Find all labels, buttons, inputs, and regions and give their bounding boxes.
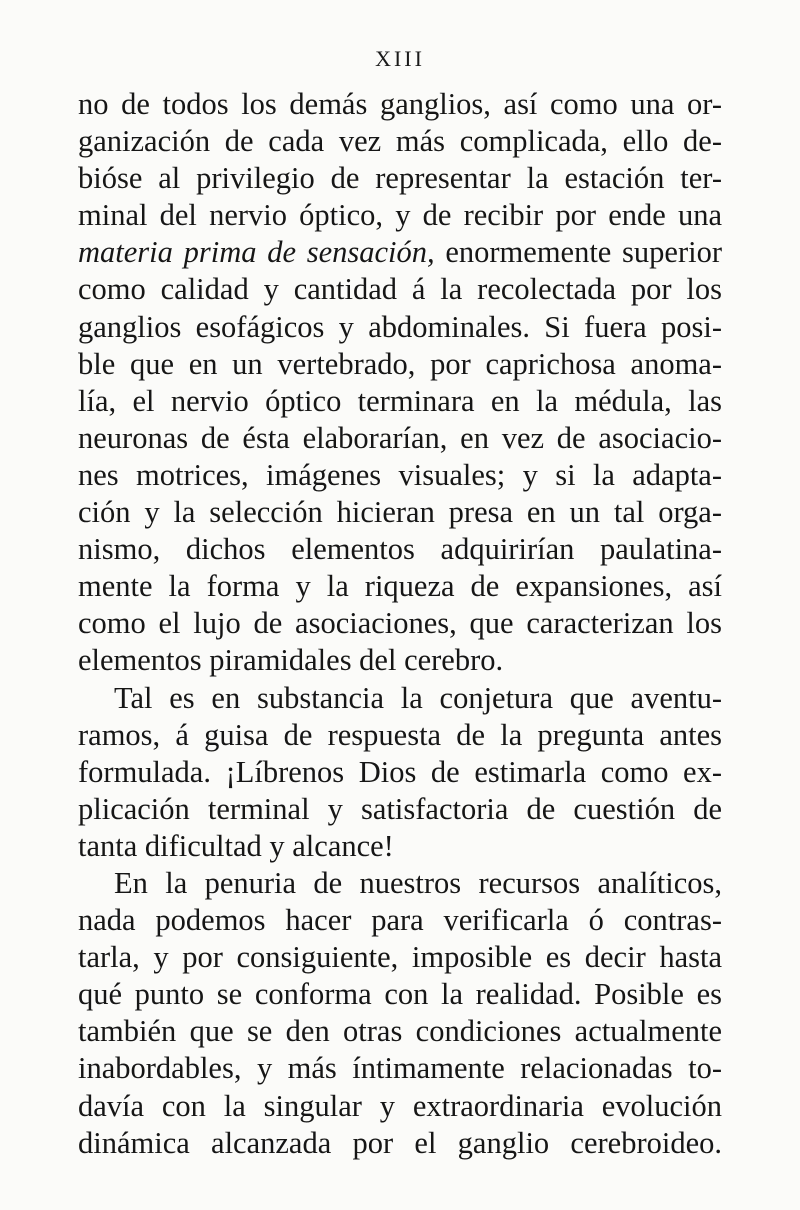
text-line: mente la forma y la riqueza de expansiones, así: [78, 569, 722, 604]
text-line: también que se den otras condiciones actualmente: [78, 1014, 722, 1049]
text-line: tarla, y por consiguiente, imposible es decir hasta: [78, 940, 722, 975]
text-line: neuronas de ésta elaborarían, en vez de asociacio-: [78, 420, 722, 455]
text-line: [78, 234, 722, 271]
text-line: minal del nervio óptico, y de recibir por ende una: [78, 198, 722, 233]
text-line: como calidad y cantidad á la recolectada por los: [78, 272, 722, 307]
page-number: XIII: [375, 46, 425, 71]
text-line: inabordables, y más íntimamente relacionadas to-: [78, 1051, 722, 1086]
text-line: ganización de cada vez más complicada, ello de-: [78, 124, 722, 159]
text-line: formulada. ¡Líbrenos Dios de estimarla como ex-: [78, 754, 722, 789]
text-line: En la penuria de nuestros recursos analíticos,: [114, 865, 722, 900]
text-line: lía, el nervio óptico terminara en la médula, las: [78, 383, 722, 418]
text-line: elementos piramidales del cerebro.: [78, 643, 504, 678]
text-line: ble que en un vertebrado, por caprichosa anoma-: [78, 346, 722, 381]
text-fragment: enormemente superior: [445, 235, 723, 270]
italic-phrase: materia prima de sensación,: [78, 235, 435, 270]
text-line: nada podemos hacer para verificarla ó contras-: [78, 903, 722, 938]
text-line: plicación terminal y satisfactoria de cuestión de: [78, 791, 722, 826]
text-line: dinámica alcanzada por el ganglio cerebroideo.: [78, 1125, 722, 1160]
text-line: ganglios esofágicos y abdominales. Si fuera posi-: [78, 309, 722, 344]
text-line: qué punto se conforma con la realidad. Posible es: [78, 977, 722, 1012]
text-line: nismo, dichos elementos adquirirían paulatina-: [78, 532, 722, 567]
body-text: [78, 86, 722, 1162]
text-line: tanta dificultad y alcance!: [78, 828, 394, 863]
text-line: Tal es en substancia la conjetura que aventu-: [114, 680, 722, 715]
text-line: ción y la selección hicieran presa en un tal orga-: [78, 495, 722, 530]
text-line: no de todos los demás ganglios, así como una or-: [78, 87, 722, 121]
text-line: como el lujo de asociaciones, que caracterizan los: [78, 606, 722, 641]
text-line: bióse al privilegio de representar la estación ter-: [78, 161, 722, 196]
text-line: nes motrices, imágenes visuales; y si la adapta-: [78, 457, 722, 492]
text-line: davía con la singular y extraordinaria evolución: [78, 1088, 722, 1123]
text-line: ramos, á guisa de respuesta de la pregunta antes: [78, 717, 722, 752]
